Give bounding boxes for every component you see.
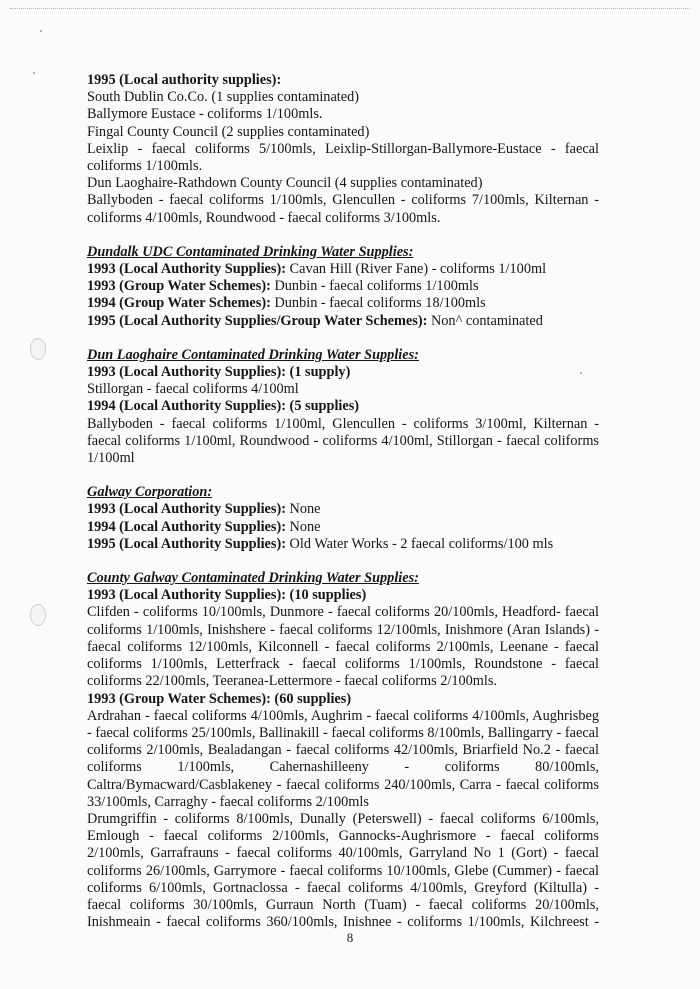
subheading-line: 1994 (Local Authority Supplies): (5 supplies) xyxy=(87,398,360,415)
labeled-line xyxy=(87,519,599,536)
body-paragraph: South Dublin Co.Co. (1 supplies contaminated) xyxy=(87,89,360,106)
body-paragraph: Ballymore Eustace - coliforms 1/100mls. xyxy=(87,106,323,123)
punch-hole-mark xyxy=(30,338,46,360)
paragraph-gap xyxy=(87,227,599,244)
document-body xyxy=(87,72,599,931)
labeled-line xyxy=(87,313,599,330)
section-heading: Galway Corporation: xyxy=(87,484,213,501)
labeled-line xyxy=(87,261,599,278)
line-text: Cavan Hill (River Fane) - coliforms 1/100ml xyxy=(285,261,547,278)
body-paragraph: Clifden - coliforms 10/100mls, Dunmore - faecal coliforms 20/100mls, Headford- faecal coliforms 1/100mls, Inishshere - faecal coliforms 12/100mls, Inishmore (Aran Islands) - faecal coliforms 12/100mls, Kilconnell - faecal coliforms 2/100mls, Leenane - faecal coliforms 1/100mls, Letterfrack - faecal coliforms 1/100mls, Roundstone - faecal coliforms 22/100mls, Teeranea-Lettermore - faecal coliforms 2/100mls. xyxy=(87,604,599,690)
line-text: Dunbin - faecal coliforms 18/100mls xyxy=(270,295,486,312)
paragraph-gap xyxy=(87,330,599,347)
labeled-line xyxy=(87,295,599,312)
line-label: 1995 (Local Authority Supplies/Group Water Schemes): xyxy=(87,312,428,329)
scan-speck xyxy=(33,72,35,74)
body-paragraph: Drumgriffin - coliforms 8/100mls, Dunally (Peterswell) - faecal coliforms 6/100mls, Emlough - faecal coliforms 2/100mls, Gannocks-Aughrismore - faecal coliforms 2/100mls, Garrafrauns - faecal coliforms 40/100mls, Garryland No 1 (Gort) - faecal coliforms 26/100mls, Garrymore - faecal coliforms 10/100mls, Glebe (Cummer) - faecal coliforms 6/100mls, Gortnaclossa - faecal coliforms 4/100mls, Greyford (Kiltulla) - faecal coliforms 30/100mls, Gurraun North (Tuam) - faecal coliforms 20/100mls, Inishmeain - faecal coliforms 360/100mls, Inishnee - coliforms 1/100mls, Kilchreest - xyxy=(87,810,599,931)
body-paragraph: Ballyboden - faecal coliforms 1/100ml, Glencullen - coliforms 3/100ml, Kilternan - faecal coliforms 1/100ml, Roundwood - coliforms 4/100ml, Stillorgan - faecal coliforms 1/100ml xyxy=(87,415,599,467)
subheading-line: 1995 (Local authority supplies): xyxy=(87,72,282,88)
section-heading: Dundalk UDC Contaminated Drinking Water Supplies: xyxy=(87,243,414,260)
body-paragraph: Dun Laoghaire-Rathdown County Council (4 supplies contaminated) xyxy=(87,175,483,192)
paragraph-gap xyxy=(87,553,599,570)
punch-hole-mark xyxy=(30,604,46,626)
section-heading: County Galway Contaminated Drinking Water Supplies: xyxy=(87,570,419,587)
subheading-line: 1993 (Local Authority Supplies): (1 supply) xyxy=(87,364,351,381)
labeled-line xyxy=(87,278,599,295)
page-number: 8 xyxy=(346,930,354,945)
scan-speck xyxy=(40,30,42,32)
line-text: Dunbin - faecal coliforms 1/100mls xyxy=(270,278,479,295)
line-label: 1994 (Group Water Schemes): xyxy=(87,295,271,312)
line-label: 1993 (Local Authority Supplies): xyxy=(87,501,286,518)
line-text: None xyxy=(285,518,321,535)
line-label: 1994 (Local Authority Supplies): xyxy=(87,518,286,535)
line-label: 1993 (Group Water Schemes): xyxy=(87,278,271,295)
line-label: 1993 (Local Authority Supplies): xyxy=(87,261,286,278)
section-heading: Dun Laoghaire Contaminated Drinking Water Supplies: xyxy=(87,346,419,363)
labeled-line xyxy=(87,501,599,518)
line-text: Non^ contaminated xyxy=(427,312,543,329)
body-paragraph: Fingal County Council (2 supplies contaminated) xyxy=(87,123,370,140)
line-text: None xyxy=(285,501,321,518)
body-paragraph: Leixlip - faecal coliforms 5/100mls, Leixlip-Stillorgan-Ballymore-Eustace - faecal coliforms 1/100mls. xyxy=(87,140,599,175)
paragraph-gap xyxy=(87,467,599,484)
body-paragraph: Ardrahan - faecal coliforms 4/100mls, Aughrim - faecal coliforms 4/100mls, Aughrisbeg - faecal coliforms 25/100mls, Ballinakill - faecal coliforms 8/100mls, Ballingarry - faecal coliforms 2/100mls, Bealadangan - faecal coliforms 42/100mls, Briarfield No.2 - faecal coliforms 1/100mls, Cahernashilleeny - coliforms 80/100mls, Caltra/Bymacward/Casblakeney - faecal coliforms 240/100mls, Carra - faecal coliforms 33/100mls, Carraghy - faecal coliforms 2/100mls xyxy=(87,707,599,810)
subheading-line: 1993 (Local Authority Supplies): (10 supplies) xyxy=(87,587,367,604)
labeled-line xyxy=(87,536,599,553)
line-text: Old Water Works - 2 faecal coliforms/100 mls xyxy=(285,535,554,552)
body-paragraph: Stillorgan - faecal coliforms 4/100ml xyxy=(87,381,299,398)
scan-edge-line xyxy=(10,8,690,9)
line-label: 1995 (Local Authority Supplies): xyxy=(87,535,286,552)
body-paragraph: Ballyboden - faecal coliforms 1/100mls, Glencullen - coliforms 7/100mls, Kilternan - coliforms 4/100mls, Roundwood - faecal coliforms 3/100mls. xyxy=(87,192,599,226)
subheading-line: 1993 (Group Water Schemes): (60 supplies) xyxy=(87,690,352,707)
